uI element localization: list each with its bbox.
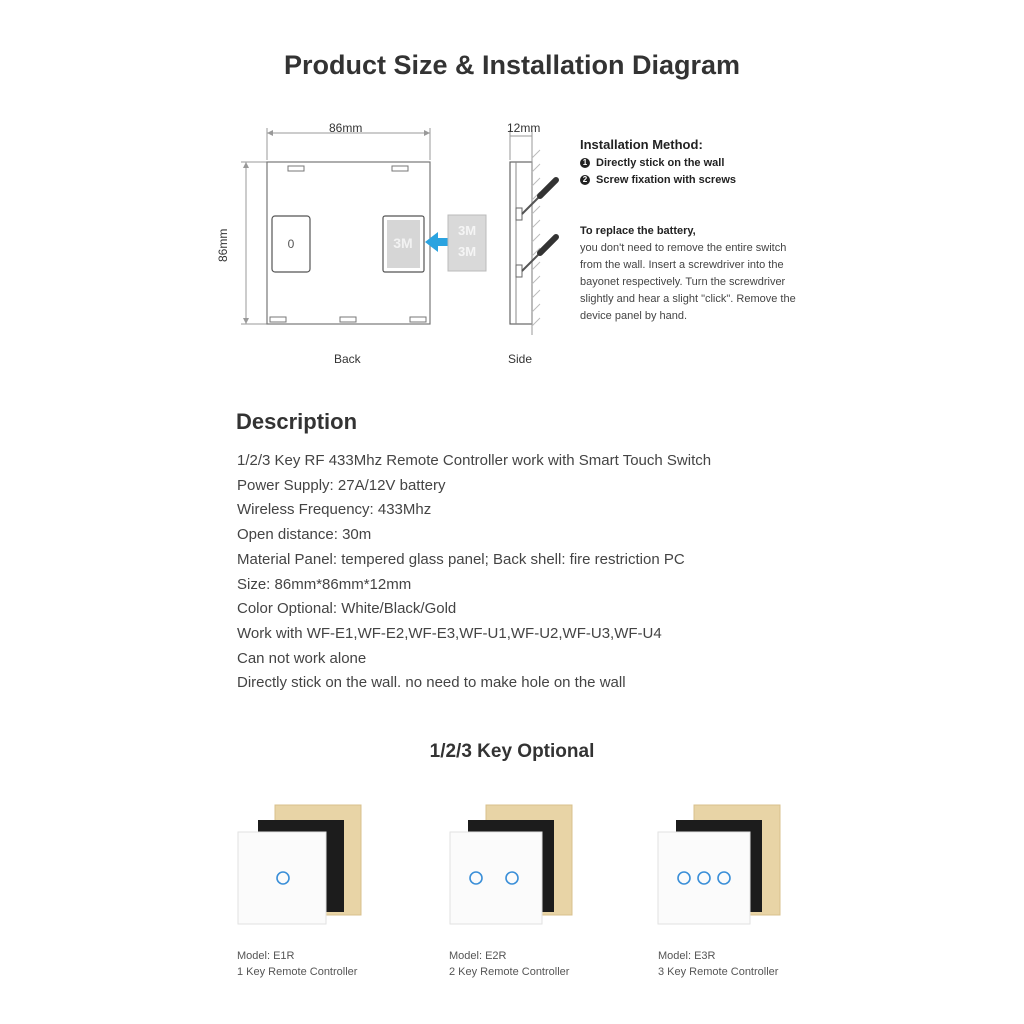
- description-line: Size: 86mm*86mm*12mm: [237, 575, 412, 593]
- product-card-e1r: [237, 948, 357, 980]
- installation-heading: Installation Method:: [580, 137, 703, 152]
- product-card-e3r: [658, 948, 778, 980]
- model-label: Model: E2R: [449, 950, 507, 962]
- installation-step: [580, 174, 736, 186]
- width-label: 86mm: [329, 121, 363, 135]
- description-line: Color Optional: White/Black/Gold: [237, 600, 457, 618]
- description-line: Power Supply: 27A/12V battery: [237, 476, 446, 494]
- model-label: Model: E1R: [237, 950, 295, 962]
- step-text: Directly stick on the wall: [596, 157, 725, 169]
- page-title: Product Size & Installation Diagram: [283, 50, 741, 80]
- description-line: Material Panel: tempered glass panel; Back shell: fire restriction PC: [237, 550, 685, 568]
- height-dimension: [241, 162, 267, 324]
- step-number-icon: 1: [580, 158, 590, 168]
- svg-text:3M: 3M: [457, 244, 477, 259]
- description-line: Can not work alone: [237, 649, 367, 667]
- wall: [532, 150, 540, 335]
- step-text: Screw fixation with screws: [596, 174, 736, 186]
- description-heading: Description: [236, 409, 358, 434]
- description-line: Directly stick on the wall. no need to make hole on the wall: [237, 674, 626, 692]
- product-image-e1r: [230, 800, 370, 930]
- step-number-icon: 2: [580, 175, 590, 185]
- back-caption: Back: [334, 352, 361, 366]
- product-name: 1 Key Remote Controller: [237, 966, 358, 978]
- description-list: [237, 449, 711, 696]
- product-image-e3r: [652, 800, 792, 930]
- model-label: Model: E3R: [658, 950, 716, 962]
- installation-diagram: [220, 110, 580, 380]
- battery-instructions: you don't need to remove the entire switch from the wall. Insert a screwdriver into the bayonet respectively. Turn the screwdriver slightly and hear a slight "click". Remove the device panel by hand.: [580, 242, 796, 322]
- product-name: 3 Key Remote Controller: [658, 966, 779, 978]
- height-label: 86mm: [216, 228, 230, 262]
- svg-text:3M: 3M: [457, 223, 477, 238]
- product-name: 2 Key Remote Controller: [449, 966, 570, 978]
- product-image-e2r: [444, 800, 584, 930]
- side-caption: Side: [508, 352, 533, 366]
- description-line: Open distance: 30m: [237, 526, 372, 544]
- optional-heading: 1/2/3 Key Optional: [429, 741, 595, 762]
- description-line: Work with WF-E1,WF-E2,WF-E3,WF-U1,WF-U2,WF-U3,WF-U4: [237, 624, 662, 642]
- product-card-e2r: [449, 948, 569, 980]
- side-panel: [510, 162, 532, 324]
- installation-step: [580, 157, 724, 169]
- description-line: Wireless Frequency: 433Mhz: [237, 501, 432, 519]
- battery-heading: To replace the battery,: [580, 225, 696, 237]
- depth-label: 12mm: [507, 121, 541, 135]
- button-glyph: 0: [287, 237, 295, 251]
- tape-label: 3M: [393, 235, 413, 251]
- description-line: 1/2/3 Key RF 433Mhz Remote Controller work with Smart Touch Switch: [237, 452, 712, 469]
